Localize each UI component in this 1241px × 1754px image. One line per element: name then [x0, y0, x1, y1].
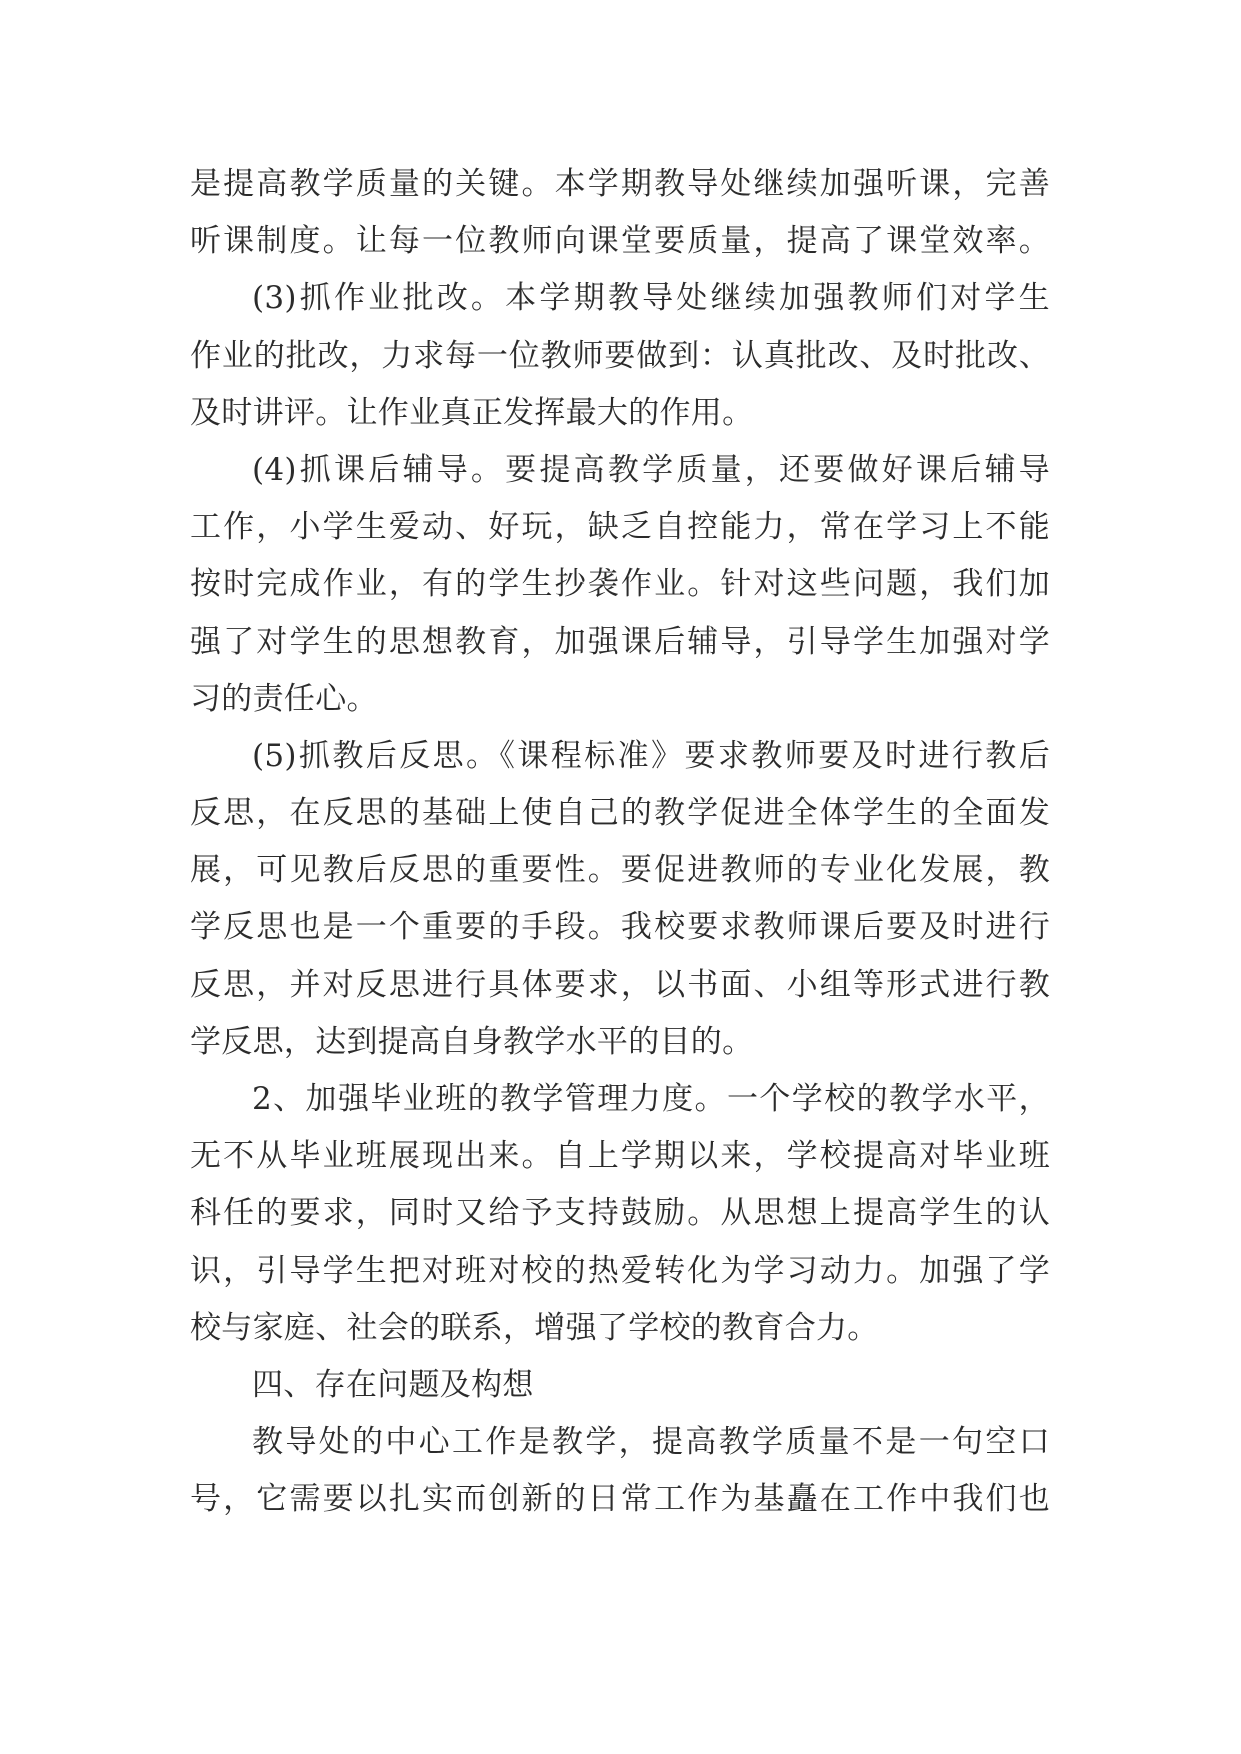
text-line: 学反思，达到提高自身教学水平的目的。	[190, 1023, 754, 1060]
text-line: 识，引导学生把对班对校的热爱转化为学习动力。加强了学	[190, 1252, 1050, 1289]
text-line: 强了对学生的思想教育，加强课后辅导，引导学生加强对学	[190, 623, 1050, 660]
text-line: 及时讲评。让作业真正发挥最大的作用。	[190, 394, 754, 431]
text-line: 工作，小学生爱动、好玩，缺乏自控能力，常在学习上不能	[190, 509, 1050, 546]
text-line: 号，它需要以扎实而创新的日常工作为基矗在工作中我们也	[190, 1481, 1050, 1518]
text-line: 学反思也是一个重要的手段。我校要求教师课后要及时进行	[190, 909, 1050, 946]
text-line: 反思，在反思的基础上使自己的教学促进全体学生的全面发	[190, 795, 1050, 832]
text-line: 四、存在问题及构想	[252, 1366, 534, 1403]
text-line: 按时完成作业，有的学生抄袭作业。针对这些问题，我们加	[190, 566, 1050, 603]
text-line: 科任的要求，同时又给予支持鼓励。从思想上提高学生的认	[190, 1195, 1050, 1232]
document-body	[190, 156, 1050, 1529]
text-line: 反思，并对反思进行具体要求，以书面、小组等形式进行教	[190, 966, 1050, 1003]
text-line: (3)抓作业批改。本学期教导处继续加强教师们对学生	[252, 280, 1050, 317]
text-line: (4)抓课后辅导。要提高教学质量，还要做好课后辅导	[252, 451, 1050, 488]
text-line: 是提高教学质量的关键。本学期教导处继续加强听课，完善	[190, 166, 1050, 202]
text-line: (5)抓教后反思。《课程标准》要求教师要及时进行教后	[252, 737, 1050, 774]
text-line: 展，可见教后反思的重要性。要促进教师的专业化发展，教	[190, 852, 1050, 889]
text-line: 听课制度。让每一位教师向课堂要质量，提高了课堂效率。	[190, 223, 1050, 260]
text-line: 习的责任心。	[190, 680, 378, 717]
text-line: 作业的批改，力求每一位教师要做到：认真批改、及时批改、	[190, 337, 1050, 374]
text-line: 教导处的中心工作是教学，提高教学质量不是一句空口	[252, 1424, 1050, 1461]
text-line: 校与家庭、社会的联系，增强了学校的教育合力。	[190, 1309, 879, 1346]
text-line: 2、加强毕业班的教学管理力度。一个学校的教学水平，	[252, 1081, 1050, 1117]
text-line: 无不从毕业班展现出来。自上学期以来，学校提高对毕业班	[190, 1138, 1050, 1175]
